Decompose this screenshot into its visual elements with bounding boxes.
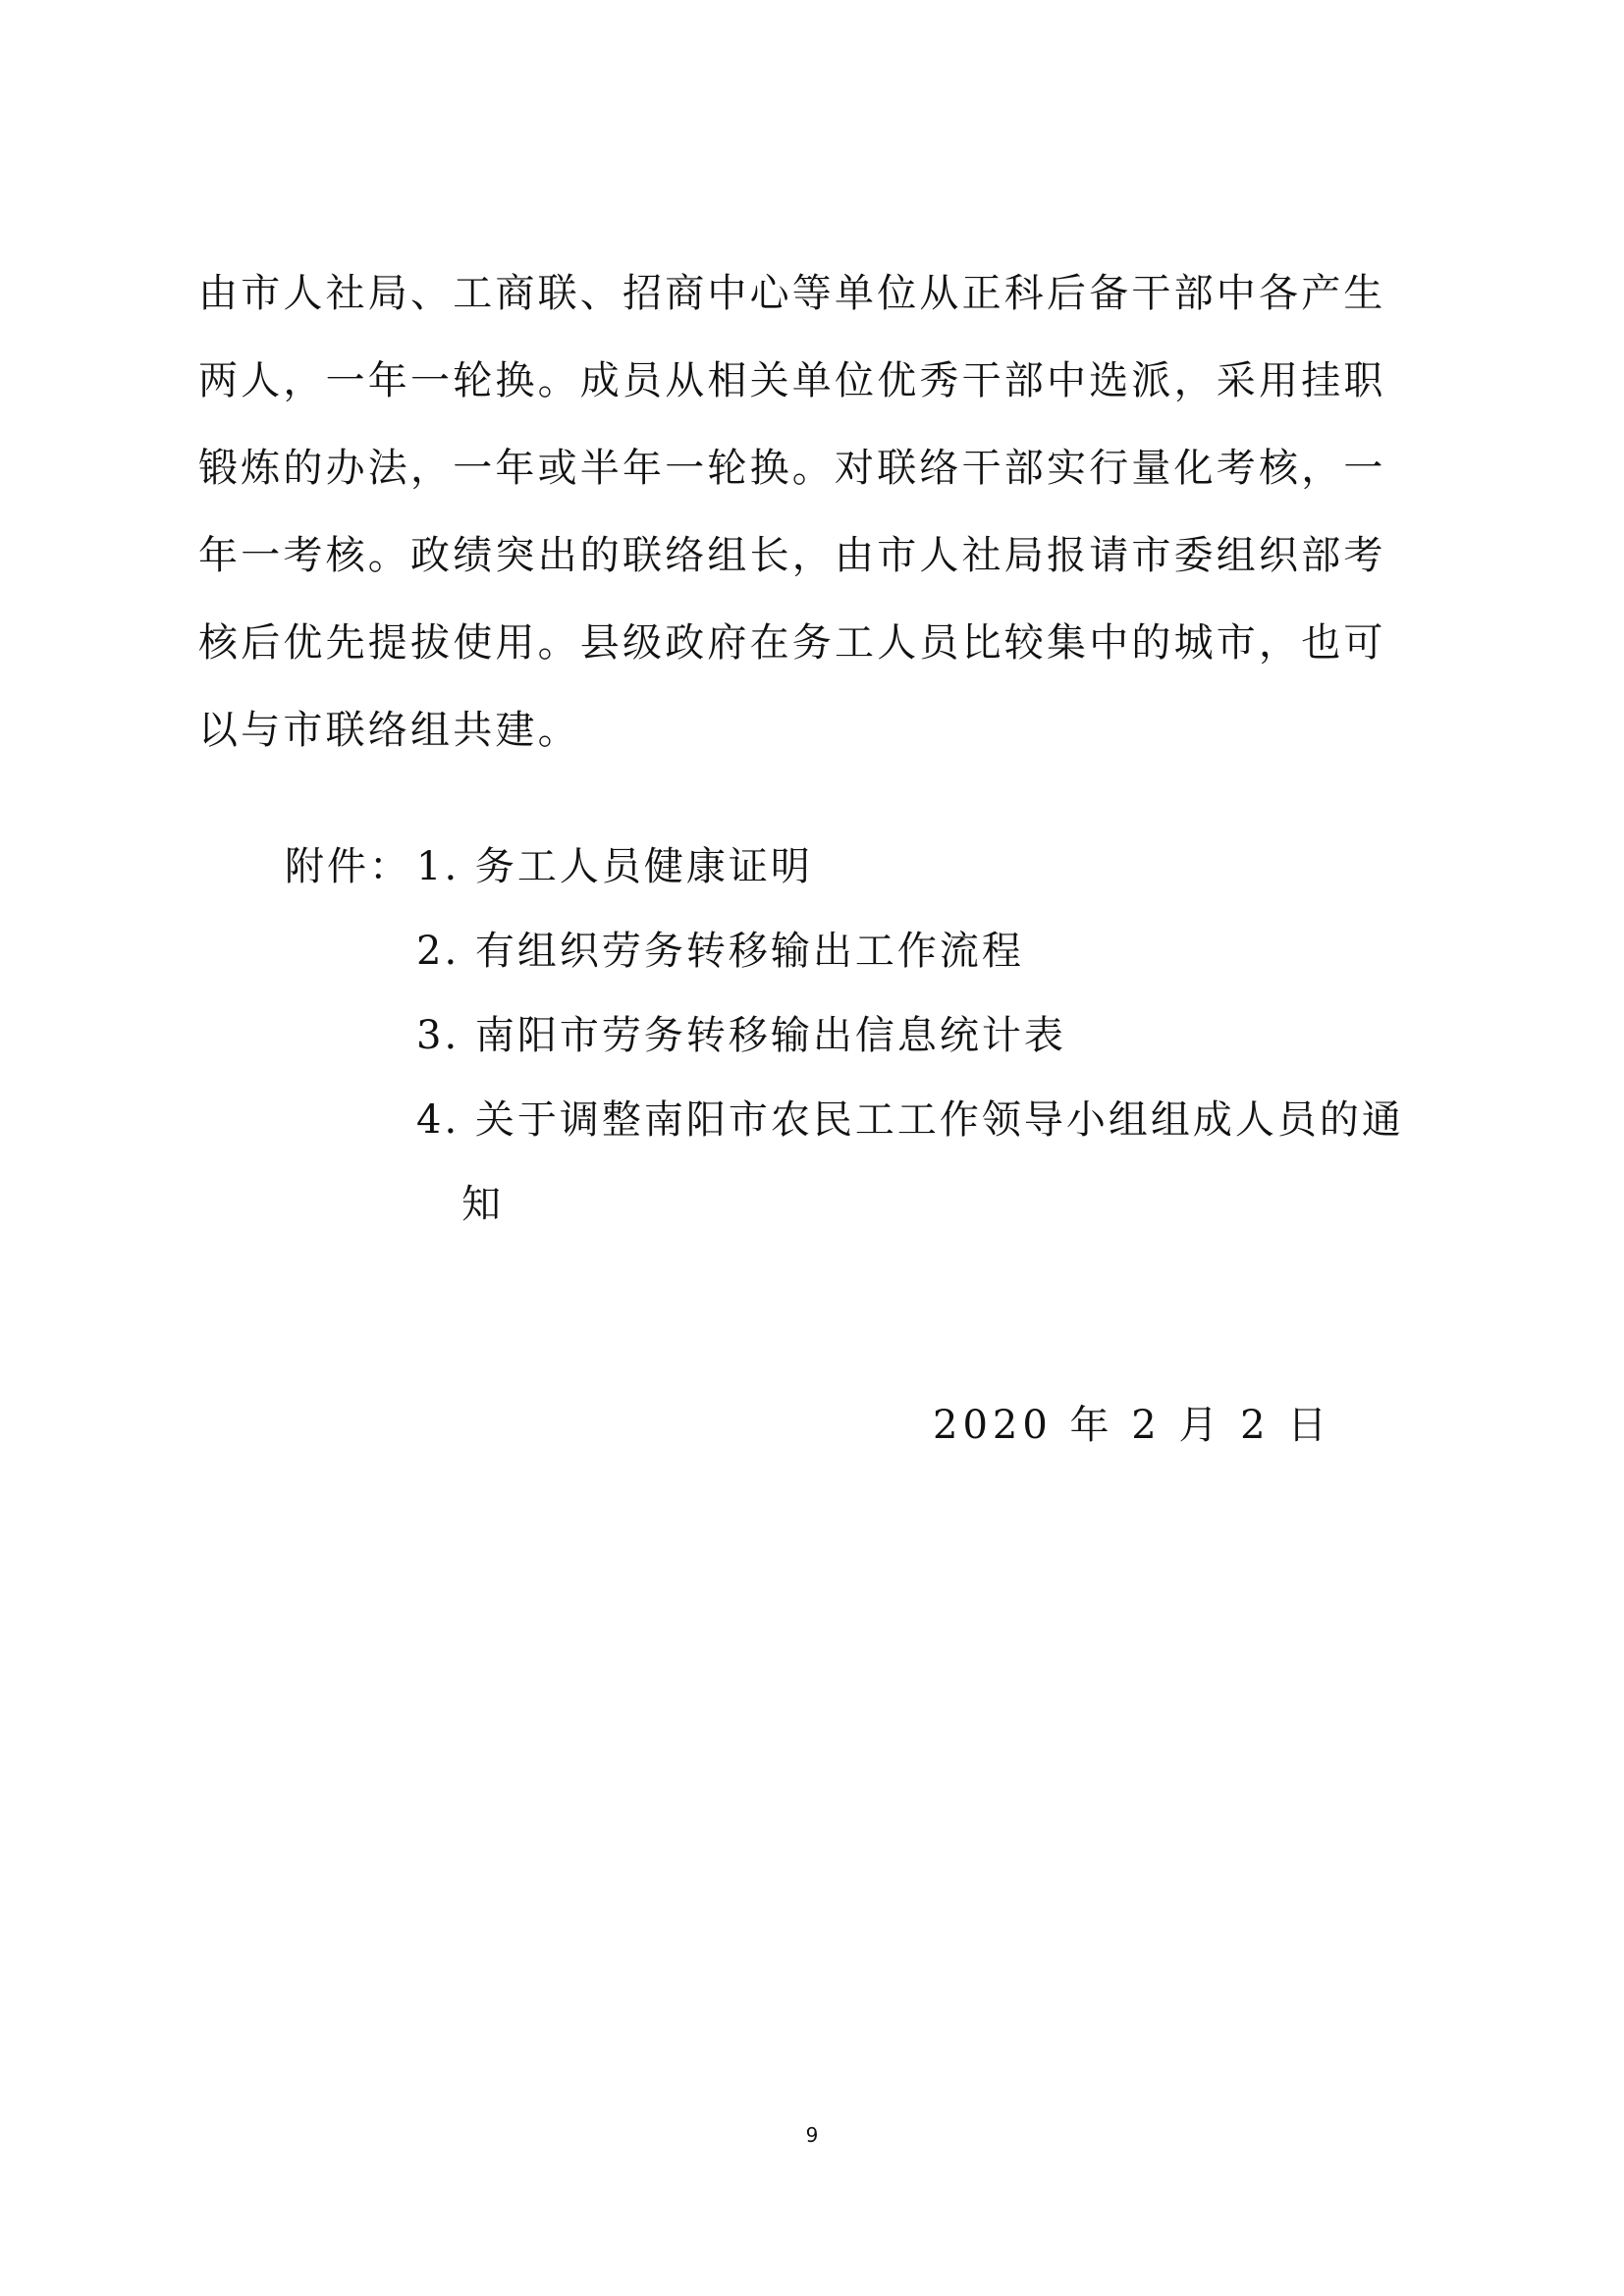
attachment-row (285, 993, 1463, 1078)
paragraph-line: 锻炼的办法，一年或半年一轮换。对联络干部实行量化考核，一 (198, 446, 1386, 491)
paragraph-line: 两人，一年一轮换。成员从相关单位优秀干部中选派，采用挂职 (198, 358, 1386, 403)
paragraph-line: 年一考核。政绩突出的联络组长，由市人社局报请市委组织部考 (198, 533, 1386, 578)
attachment-item: 2. 有组织劳务转移输出工作流程 (416, 929, 1024, 974)
attachment-row (285, 1078, 1463, 1162)
paragraph-line: 以与市联络组共建。 (198, 708, 580, 753)
attachment-item: 3. 南阳市劳务转移输出信息统计表 (416, 1013, 1066, 1058)
attachment-item-continuation: 知 (461, 1182, 504, 1227)
attachments-list (285, 825, 1463, 1247)
page-number: 9 (805, 2123, 819, 2147)
document-date: 2020 年 2 月 2 日 (933, 1403, 1332, 1448)
attachment-row (285, 909, 1463, 993)
paragraph-line: 核后优先提拔使用。县级政府在务工人员比较集中的城市，也可 (198, 620, 1386, 666)
body-paragraph (198, 250, 1435, 774)
paragraph-line: 由市人社局、工商联、招商中心等单位从正科后备干部中各产生 (198, 271, 1386, 316)
attachment-row-continuation (285, 1162, 1463, 1247)
attachments-label: 附件： (285, 844, 411, 889)
attachment-item: 1. 务工人员健康证明 (416, 844, 813, 889)
attachment-item: 4. 关于调整南阳市农民工工作领导小组组成人员的通 (416, 1097, 1404, 1143)
attachment-row (285, 825, 1463, 909)
